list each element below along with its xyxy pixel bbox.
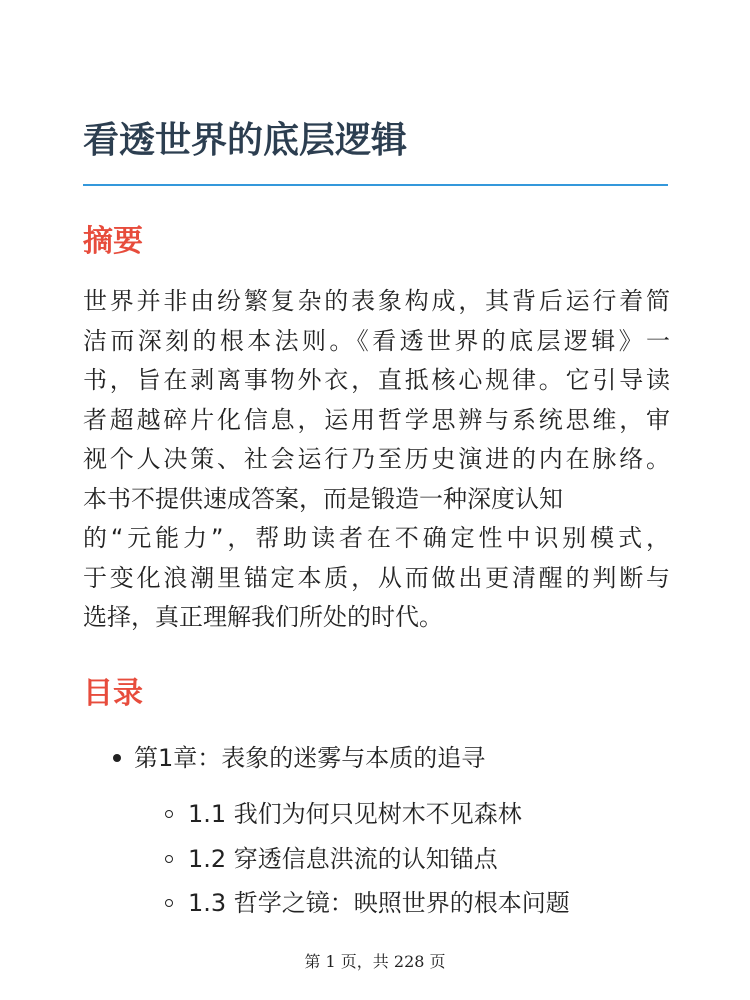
abstract-heading: 摘要 (83, 224, 143, 259)
circle-bullet-icon (165, 899, 173, 907)
abstract-line: 洁而深刻的根本法则。《看透世界的底层逻辑》一 (83, 326, 670, 355)
document-title: 看透世界的底层逻辑 (83, 120, 408, 161)
abstract-line: 的“元能力”，帮助读者在不确定性中识别模式， (83, 524, 670, 552)
abstract-line: 本书不提供速成答案，而是锻造一种深度认知 (83, 484, 563, 513)
circle-bullet-icon (165, 855, 173, 863)
abstract-line: 世界并非由纷繁复杂的表象构成，其背后运行着简 (83, 287, 670, 315)
page-number-footer: 第 1 页，共 228 页 (304, 952, 446, 971)
toc-section-label: 1.2 穿透信息洪流的认知锚点 (188, 845, 498, 873)
abstract-paragraph (83, 282, 670, 638)
toc-section-label: 1.3 哲学之镜：映照世界的根本问题 (188, 889, 570, 917)
abstract-line: 视个人决策、社会运行乃至历史演进的内在脉络。 (83, 445, 670, 473)
title-divider (83, 184, 668, 186)
circle-bullet-icon (165, 810, 173, 818)
toc-chapter-label: 第1章：表象的迷雾与本质的追寻 (134, 744, 486, 772)
abstract-line: 选择，真正理解我们所处的时代。 (83, 603, 443, 631)
disc-bullet-icon (113, 754, 121, 762)
toc-section-label: 1.1 我们为何只见树木不见森林 (188, 800, 522, 828)
toc-heading: 目录 (83, 676, 143, 711)
abstract-line: 者超越碎片化信息，运用哲学思辨与系统思维，审 (83, 405, 670, 434)
abstract-line: 书，旨在剥离事物外衣，直抵核心规律。它引导读 (83, 366, 670, 394)
abstract-line: 于变化浪潮里锚定本质，从而做出更清醒的判断与 (83, 563, 670, 592)
